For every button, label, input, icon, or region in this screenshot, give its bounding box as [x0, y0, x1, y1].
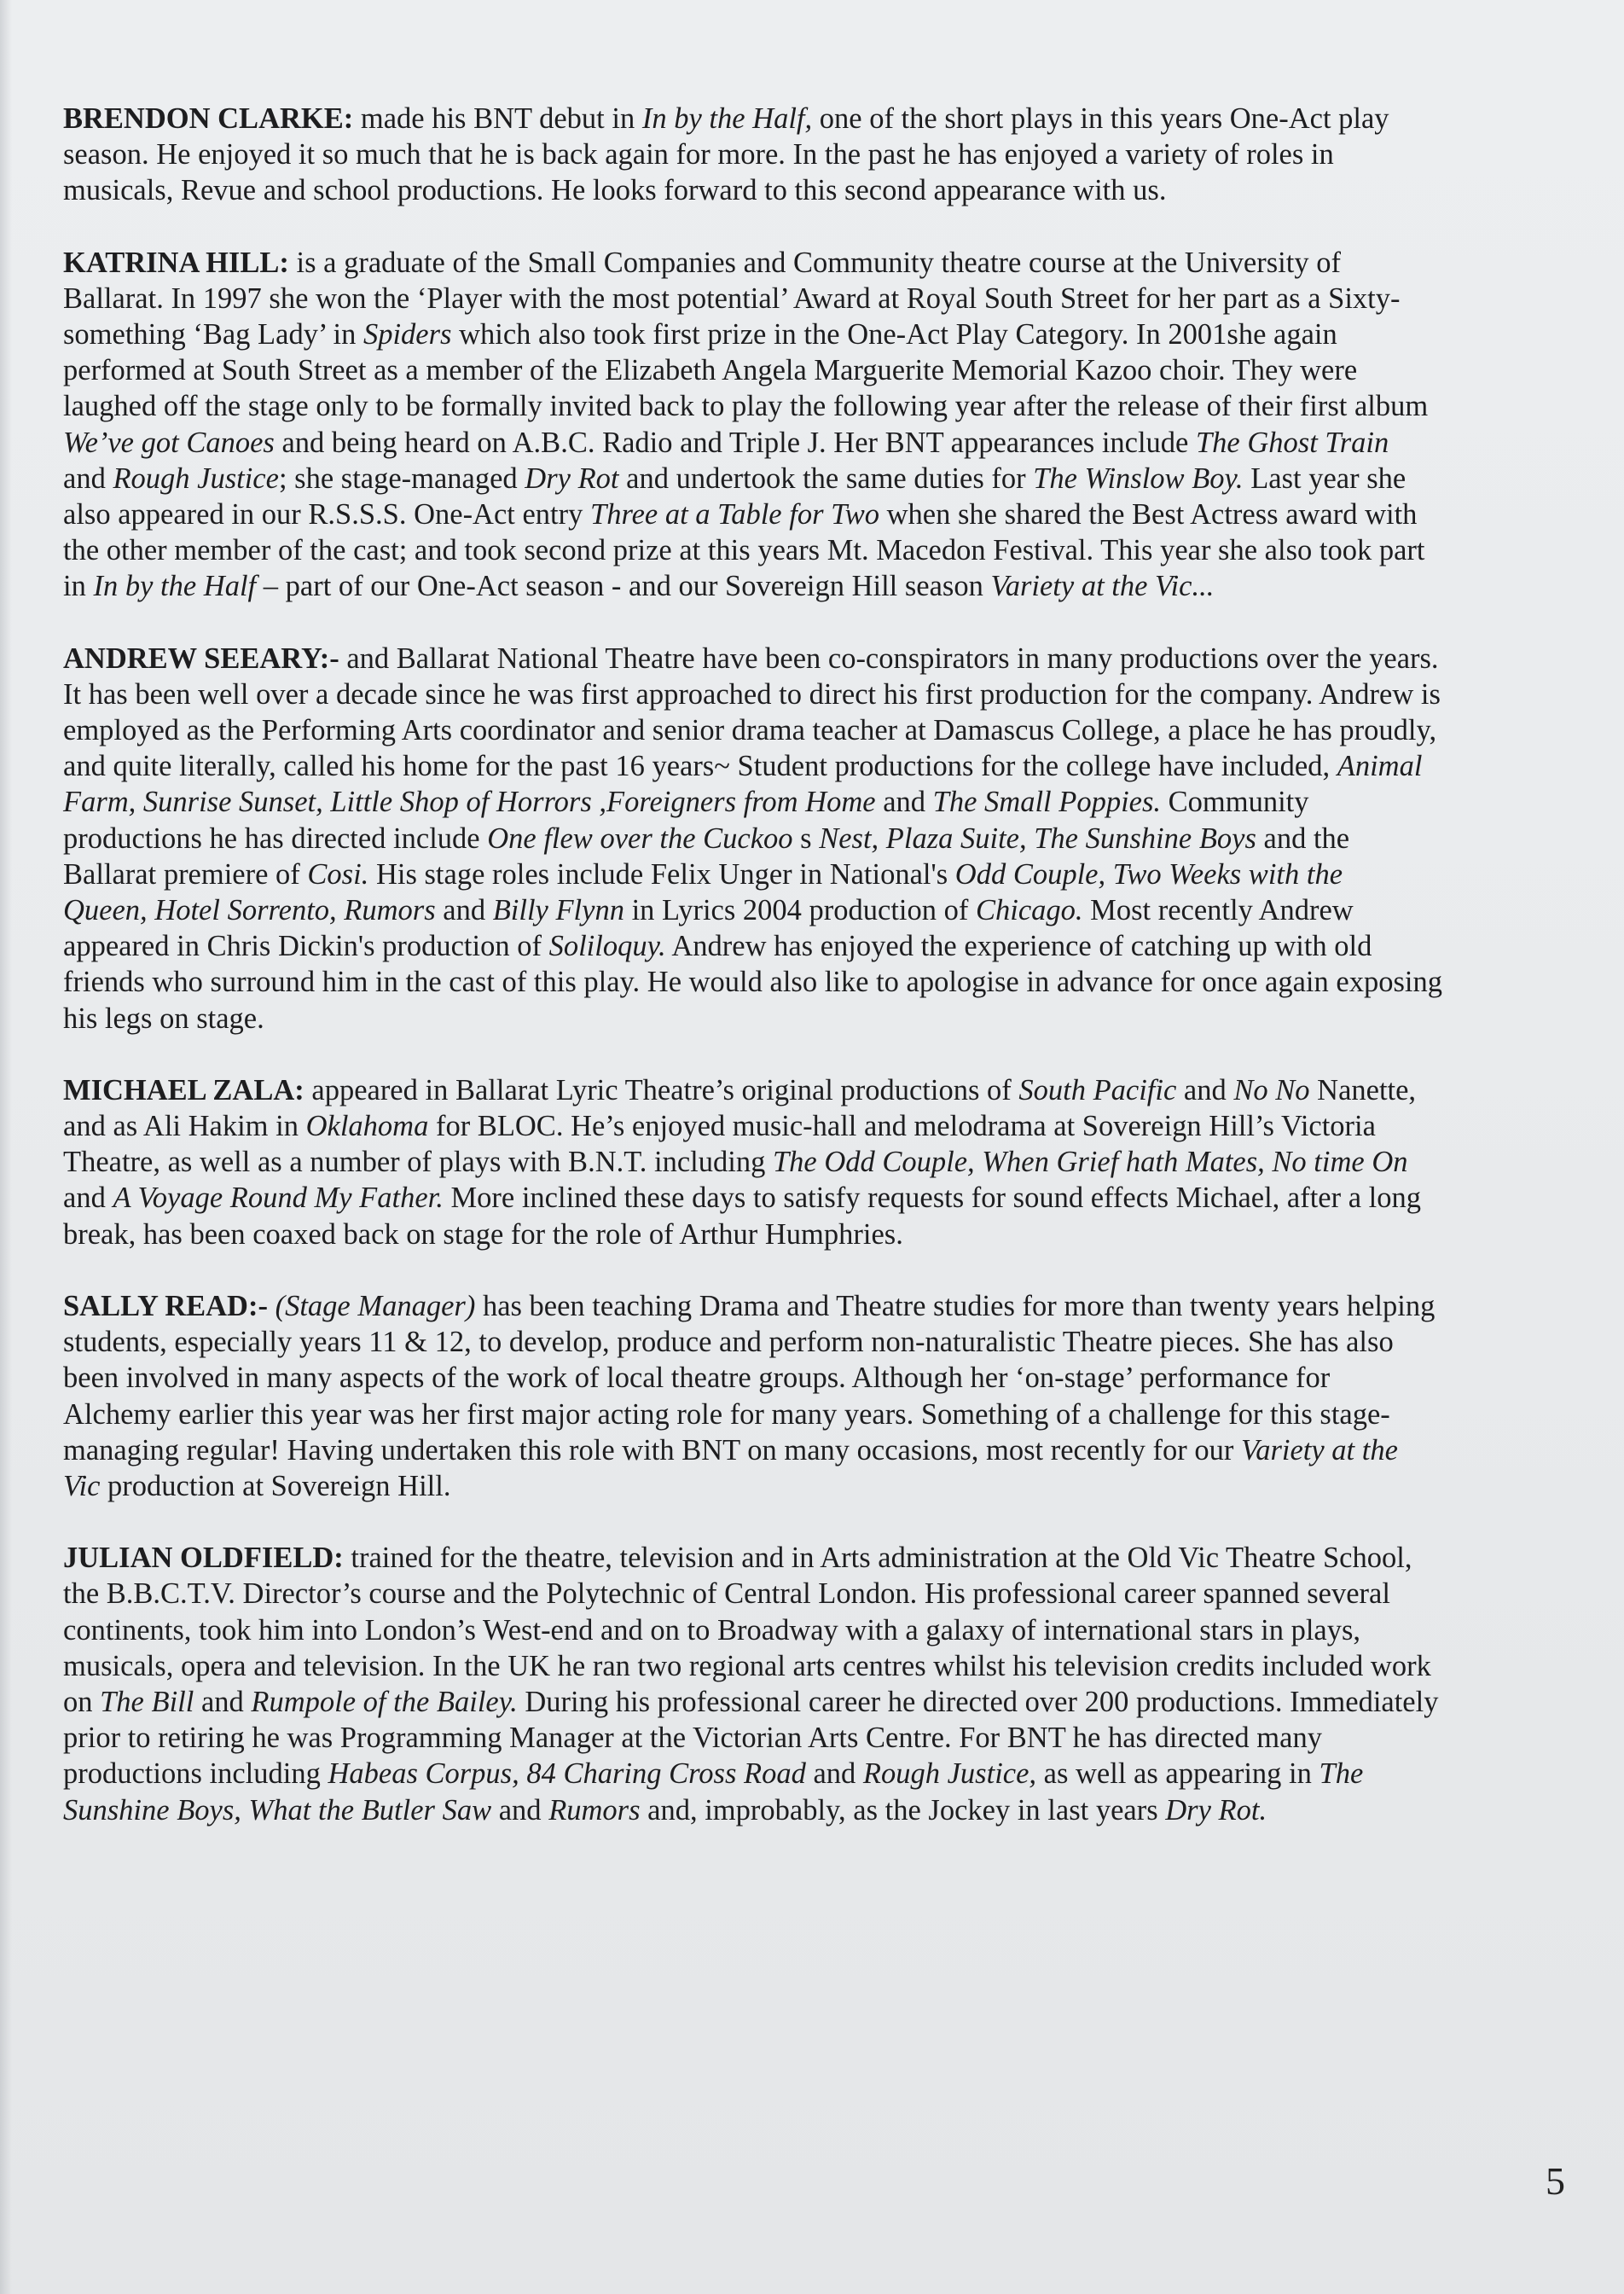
- bio-title-italic: One flew over the Cuckoo: [487, 822, 793, 855]
- bio-text: been involved in many aspects of the work of local theatre groups. Although her ‘on-stage’ performance for: [63, 1362, 1331, 1395]
- bio-text: and: [194, 1685, 252, 1718]
- bio-line: [63, 461, 1552, 497]
- bio-name: MICHAEL ZALA:: [63, 1073, 304, 1106]
- bio-title-italic: Sunshine Boys, What the Butler Saw: [63, 1793, 492, 1826]
- bio-title-italic: The Bill: [100, 1685, 194, 1718]
- bio-line: [63, 1217, 1552, 1252]
- bio-title-italic: The: [1319, 1757, 1364, 1791]
- bio-line: [63, 1432, 1552, 1468]
- bio-line: [63, 425, 1552, 461]
- bio-text: – part of our One-Act season - and our Sovereign Hill season: [256, 570, 991, 603]
- bio-text: production at Sovereign Hill.: [100, 1469, 451, 1502]
- bio-text: musicals, Revue and school productions. He looks forward to this second appearance with us.: [63, 174, 1167, 207]
- bio-title-italic: Rumors: [548, 1793, 641, 1826]
- bio-title-italic: Nest, Plaza Suite, The Sunshine Boys: [819, 822, 1256, 855]
- bio-text: on: [63, 1685, 101, 1718]
- bio-text: Community: [1161, 786, 1309, 819]
- bio-text: break, has been coaxed back on stage for the role of Arthur Humphries.: [63, 1217, 903, 1251]
- bio-text: is a graduate of the Small Companies and Community theatre course at the University of: [288, 246, 1341, 279]
- bio-line: [63, 497, 1552, 532]
- cast-biographies: [63, 101, 1552, 1864]
- bio-title-italic: The Winslow Boy.: [1033, 462, 1244, 495]
- bio-text: season. He enjoyed it so much that he is back again for more. In the past he has enjoyed a variety of roles in: [63, 138, 1334, 171]
- bio-title-italic: The Small Poppies.: [932, 786, 1162, 819]
- bio-title-italic: Cosi.: [307, 857, 369, 891]
- bio-name: BRENDON CLARKE:: [63, 102, 354, 135]
- bio-text: and Ballarat National Theatre have been co-conspirators in many productions over the years.: [339, 642, 1439, 675]
- bio-title-italic: Odd Couple, Two Weeks with the: [954, 857, 1343, 891]
- bio-julian-oldfield: [63, 1540, 1552, 1828]
- bio-title-italic: South Pacific: [1018, 1073, 1177, 1106]
- bio-text: the other member of the cast; and took second prize at this years Mt. Macedon Festival. This year she also took part: [63, 534, 1425, 567]
- bio-name: SALLY READ:-: [63, 1289, 268, 1322]
- bio-line: [63, 1072, 1552, 1108]
- bio-sally-read: [63, 1288, 1552, 1504]
- bio-text: and: [63, 462, 113, 495]
- bio-line: [63, 532, 1552, 568]
- bio-text: and: [491, 1793, 549, 1826]
- bio-text: [268, 1290, 276, 1322]
- bio-text: and: [1176, 1073, 1234, 1106]
- bio-text: and quite literally, called his home for the past 16 years~ Student productions for the college have included,: [63, 750, 1337, 783]
- bio-text: productions he has directed include: [63, 822, 488, 855]
- page-edge-shadow: [0, 0, 12, 2294]
- bio-text: appeared in Chris Dickin's production of: [63, 930, 549, 963]
- bio-text: musicals, opera and television. In the UK he ran two regional arts centres whilst his television credits included work: [63, 1649, 1431, 1682]
- bio-title-italic: Variety at the: [1240, 1433, 1398, 1466]
- bio-line: [63, 388, 1552, 424]
- bio-line: [63, 1720, 1552, 1756]
- bio-text: and, improbably, as the Jockey in last years: [640, 1793, 1166, 1826]
- bio-text: employed as the Performing Arts coordinator and senior drama teacher at Damascus College, a place he has proudly,: [63, 714, 1437, 747]
- bio-text: Theatre, as well as a number of plays with B.N.T. including: [63, 1146, 773, 1179]
- bio-line: [63, 1001, 1552, 1037]
- bio-line: [63, 964, 1552, 1000]
- bio-title-italic: A Voyage Round My Father.: [113, 1182, 444, 1215]
- bio-title-italic: We’ve got Canoes: [63, 426, 275, 459]
- bio-katrina-hill: [63, 245, 1552, 605]
- bio-text: the B.B.C.T.V. Director’s course and the Polytechnic of Central London. His professional career spanned several: [63, 1577, 1390, 1611]
- bio-line: [63, 1756, 1552, 1792]
- bio-line: [63, 1397, 1552, 1432]
- bio-line: [63, 1612, 1552, 1648]
- bio-line: [63, 641, 1552, 677]
- bio-text: Andrew has enjoyed the experience of catching up with old: [665, 930, 1372, 963]
- bio-line: [63, 892, 1552, 928]
- bio-andrew-seeary: [63, 641, 1552, 1037]
- bio-text: something ‘Bag Lady’ in: [63, 318, 363, 351]
- bio-text: in Lyrics 2004 production of: [624, 894, 976, 927]
- bio-text: Ballarat. In 1997 she won the ‘Player with the most potential’ Award at Royal South Street for her part as a Sixty-: [63, 282, 1401, 315]
- bio-line: [63, 245, 1552, 281]
- bio-title-italic: Three at a Table for Two: [590, 498, 880, 531]
- bio-title-italic: Oklahoma: [305, 1110, 429, 1143]
- bio-title-italic: The Ghost Train: [1196, 426, 1389, 459]
- bio-text: performed at South Street as a member of the Elizabeth Angela Marguerite Memorial Kazoo choir. They were: [63, 354, 1358, 387]
- bio-title-italic: Rough Justice: [113, 462, 279, 495]
- bio-text: for BLOC. He’s enjoyed music-hall and melodrama at Sovereign Hill’s Victoria: [428, 1110, 1376, 1143]
- bio-line: [63, 712, 1552, 748]
- bio-title-italic: Soliloquy.: [548, 930, 666, 963]
- bio-text: friends who surround him in the cast of this play. He would also like to apologise in advance for once again exposing: [63, 966, 1442, 999]
- bio-text: his legs on stage.: [63, 1002, 264, 1035]
- bio-text: and undertook the same duties for: [618, 462, 1034, 495]
- bio-line: [63, 1288, 1552, 1324]
- bio-line: [63, 1540, 1552, 1576]
- bio-title-italic: Rough Justice,: [862, 1757, 1037, 1791]
- bio-line: [63, 821, 1552, 857]
- bio-line: [63, 281, 1552, 317]
- bio-text: Last year she: [1243, 462, 1406, 495]
- bio-text: and as Ali Hakim in: [63, 1110, 306, 1143]
- bio-title-italic: Chicago.: [975, 894, 1083, 927]
- bio-line: [63, 928, 1552, 964]
- bio-line: [63, 677, 1552, 712]
- bio-title-italic: Vic: [63, 1469, 101, 1502]
- bio-line: [63, 317, 1552, 352]
- bio-text: Most recently Andrew: [1082, 894, 1354, 927]
- bio-line: [63, 352, 1552, 388]
- bio-title-italic: Habeas Corpus, 84 Charing Cross Road: [328, 1757, 806, 1791]
- bio-text: During his professional career he directed over 200 productions. Immediately: [517, 1685, 1439, 1718]
- bio-line: [63, 1180, 1552, 1216]
- bio-line: [63, 1108, 1552, 1144]
- bio-title-italic: In by the Half: [93, 570, 257, 603]
- bio-title-italic: In by the Half,: [641, 102, 813, 135]
- bio-text: and: [805, 1757, 863, 1791]
- bio-title-italic: Spiders: [362, 318, 452, 351]
- bio-text: appeared in Ballarat Lyric Theatre’s original productions of: [304, 1073, 1019, 1106]
- bio-line: [63, 1324, 1552, 1360]
- bio-text: one of the short plays in this years One-Act play: [812, 102, 1389, 135]
- bio-line: [63, 1576, 1552, 1612]
- bio-text: and: [435, 894, 493, 927]
- bio-text: More inclined these days to satisfy requests for sound effects Michael, after a long: [443, 1182, 1422, 1215]
- bio-text: laughed off the stage only to be formally invited back to play the following year after the release of their first album: [63, 390, 1429, 423]
- bio-text: It has been well over a decade since he was first approached to direct his first production for the company. Andrew is: [63, 677, 1441, 711]
- bio-text: as well as appearing in: [1036, 1757, 1320, 1791]
- bio-text: students, especially years 11 & 12, to develop, produce and perform non-naturalistic Theatre pieces. She has also: [63, 1326, 1394, 1359]
- bio-line: [63, 1792, 1552, 1828]
- bio-text: Nanette,: [1309, 1073, 1417, 1106]
- bio-text: His stage roles include Felix Unger in National's: [368, 857, 955, 891]
- bio-text: Alchemy earlier this year was her first major acting role for many years. Something of a challenge for this stage-: [63, 1397, 1390, 1431]
- bio-line: [63, 1360, 1552, 1396]
- bio-title-italic: Queen, Hotel Sorrento, Rumors: [63, 894, 436, 927]
- bio-text: Ballarat premiere of: [63, 857, 308, 891]
- bio-text: productions including: [63, 1757, 328, 1791]
- bio-line: [63, 748, 1552, 784]
- bio-text: managing regular! Having undertaken this role with BNT on many occasions, most recently for our: [63, 1433, 1241, 1466]
- bio-name: JULIAN OLDFIELD:: [63, 1542, 344, 1575]
- bio-text: when she shared the Best Actress award with: [879, 498, 1418, 531]
- bio-line: [63, 857, 1552, 892]
- bio-text: and: [875, 786, 933, 819]
- bio-text: made his BNT debut in: [353, 102, 642, 135]
- bio-line: [63, 1684, 1552, 1720]
- bio-text: in: [63, 570, 94, 603]
- bio-line: [63, 136, 1552, 172]
- bio-text: which also took first prize in the One-Act Play Category. In 2001she again: [451, 318, 1337, 351]
- bio-text: and: [63, 1182, 113, 1215]
- bio-brendon-clarke: [63, 101, 1552, 209]
- bio-title-italic: Billy Flynn: [492, 894, 624, 927]
- bio-text: ; she stage-managed: [278, 462, 525, 495]
- bio-michael-zala: [63, 1072, 1552, 1252]
- bio-line: [63, 172, 1552, 208]
- bio-line: [63, 784, 1552, 820]
- bio-line: [63, 1648, 1552, 1684]
- bio-line: [63, 568, 1552, 604]
- bio-title-italic: Variety at the Vic...: [990, 570, 1215, 603]
- bio-text: has been teaching Drama and Theatre studies for more than twenty years helping: [475, 1289, 1436, 1322]
- bio-text: and being heard on A.B.C. Radio and Triple J. Her BNT appearances include: [274, 426, 1196, 459]
- bio-line: [63, 101, 1552, 136]
- bio-name: KATRINA HILL:: [63, 246, 289, 279]
- bio-line: [63, 1144, 1552, 1180]
- bio-line: [63, 1468, 1552, 1504]
- bio-text: trained for the theatre, television and in Arts administration at the Old Vic Theatre School,: [343, 1542, 1412, 1575]
- bio-title-italic: Dry Rot: [525, 462, 619, 495]
- bio-text: continents, took him into London’s West-end and on to Broadway with a galaxy of international stars in plays,: [63, 1613, 1361, 1646]
- bio-title-italic: Farm, Sunrise Sunset, Little Shop of Horrors ,Foreigners from Home: [63, 786, 876, 819]
- bio-text: and the: [1256, 822, 1350, 855]
- bio-name: ANDREW SEEARY:-: [63, 642, 339, 675]
- page-number: 5: [1546, 2159, 1565, 2203]
- bio-title-italic: Rumpole of the Bailey.: [251, 1685, 518, 1718]
- bio-title-italic: No No: [1233, 1073, 1310, 1106]
- bio-title-italic: The Odd Couple, When Grief hath Mates, No time On: [772, 1146, 1408, 1179]
- bio-title-italic: (Stage Manager): [275, 1289, 476, 1322]
- bio-text: s: [792, 822, 820, 855]
- bio-text: also appeared in our R.S.S.S. One-Act entry: [63, 498, 591, 531]
- bio-title-italic: Animal: [1337, 750, 1423, 783]
- bio-text: prior to retiring he was Programming Manager at the Victorian Arts Centre. For BNT he has directed many: [63, 1722, 1322, 1755]
- bio-title-italic: Dry Rot.: [1165, 1793, 1267, 1826]
